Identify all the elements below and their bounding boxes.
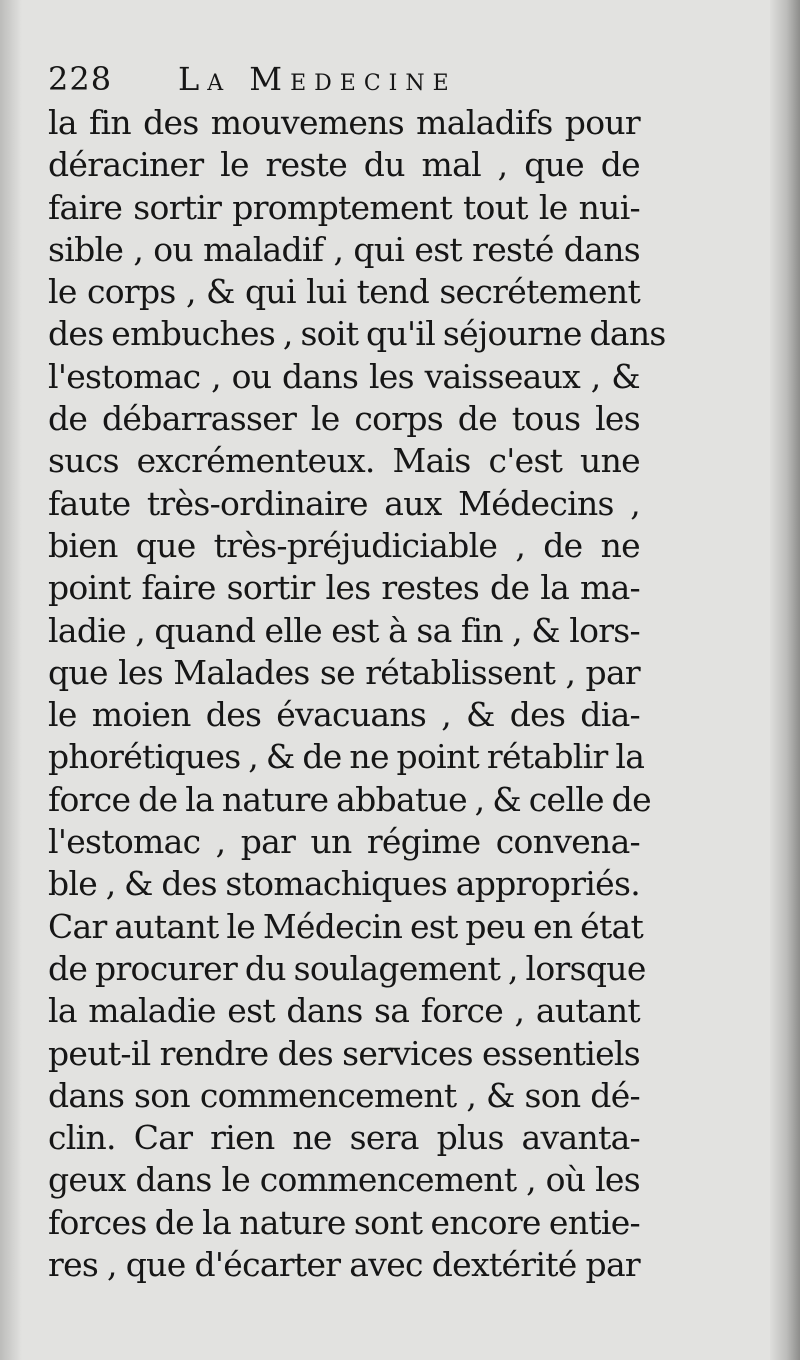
text-line: geux dans le commencement , où les: [48, 1160, 640, 1200]
text-line: faire sortir promptement tout le nui-: [48, 187, 640, 227]
page-header: [48, 56, 640, 102]
text-line: de débarrasser le corps de tous les: [48, 399, 640, 439]
text-line: ble , & des stomachiques appropriés.: [48, 864, 640, 904]
text-line: faute très-ordinaire aux Médecins ,: [48, 483, 640, 523]
text-line: phorétiques , & de ne point rétablir la: [48, 737, 645, 777]
page-number: 228: [48, 60, 113, 98]
text-block: [48, 56, 666, 1286]
text-line: bien que très-préjudiciable , de ne: [48, 525, 640, 565]
text-line: l'estomac , par un régime convena-: [48, 822, 640, 862]
text-line: des embuches , soit qu'il séjourne dans: [48, 314, 666, 354]
text-line: de procurer du soulagement , lorsque: [48, 948, 646, 988]
text-line: ladie , quand elle est à sa fin , & lors-: [48, 610, 640, 650]
text-line: l'estomac , ou dans les vaisseaux , &: [48, 356, 640, 396]
text-line: le moien des évacuans , & des dia-: [48, 695, 640, 735]
text-line: sucs excrémenteux. Mais c'est une: [48, 441, 640, 481]
page-edge: [770, 0, 800, 1360]
text-line: point faire sortir les restes de la ma-: [48, 568, 640, 608]
gutter-shadow: [0, 0, 22, 1360]
text-line: res , que d'écarter avec dextérité par: [48, 1245, 640, 1285]
text-line: la fin des mouvemens maladifs pour: [48, 103, 640, 142]
running-title: La Medecine: [178, 60, 457, 98]
text-line: force de la nature abbatue , & celle de: [48, 779, 651, 819]
text-line: sible , ou maladif , qui est resté dans: [48, 229, 640, 269]
text-line: que les Malades se rétablissent , par: [48, 652, 640, 692]
text-line: clin. Car rien ne sera plus avanta-: [48, 1118, 640, 1158]
text-line: la maladie est dans sa force , autant: [48, 991, 640, 1031]
body-text: [48, 102, 666, 1286]
text-line: forces de la nature sont encore entie-: [48, 1202, 640, 1242]
text-line: dans son commencement , & son dé-: [48, 1075, 640, 1115]
text-line: le corps , & qui lui tend secrétement: [48, 272, 640, 312]
text-line: Car autant le Médecin est peu en état: [48, 906, 644, 946]
text-line: déraciner le reste du mal , que de: [48, 145, 640, 185]
text-line: peut-il rendre des services essentiels: [48, 1033, 640, 1073]
